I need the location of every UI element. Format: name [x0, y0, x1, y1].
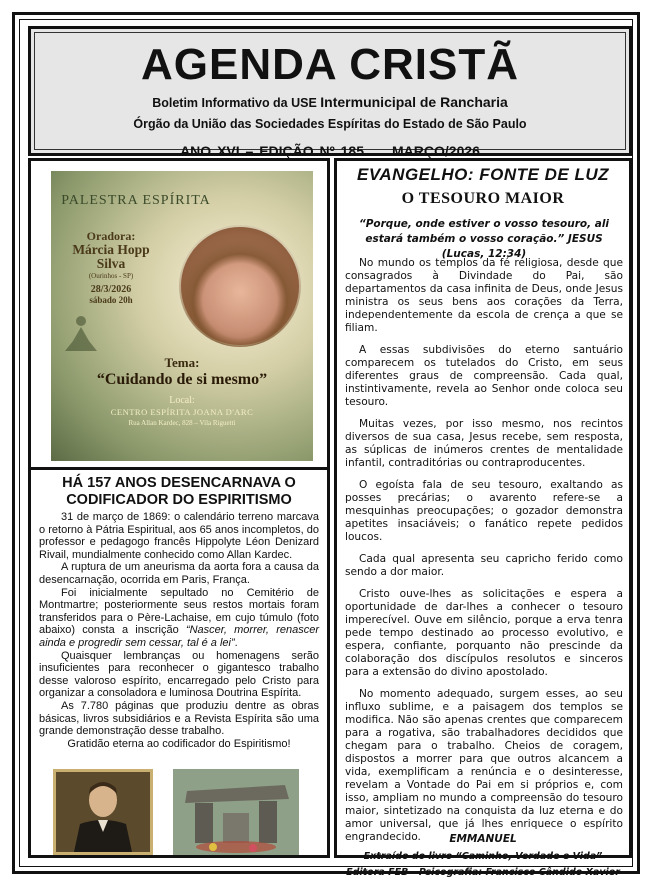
gospel-paragraph: No momento adequado, surgem esses, ao seu influxo sublime, e a paisagem dos templos se modifica. Não são apenas crentes que comparecem para a rogativa, são trabalhadores decididos que chegam para o trabalho. Cheios de coragem, dispostos a morrer para que outros alcancem a vida, exemplificam a renúncia e o desinteresse, revelam a Vontade do Pai em si próprios e, com isso, ampliam no mundo a compreensão do tesouro maior, sintetizado na conquista da luz eterna e do amor universal, que já lhes enriquece o espírito engrandecido. [345, 688, 623, 843]
gospel-paragraph: Cada qual apresenta seu capricho ferido como sendo a dor maior. [345, 553, 623, 578]
kardec-portrait-image [53, 769, 153, 855]
poster-city: (Ourinhos - SP) [88, 272, 134, 280]
article-paragraph: Quaisquer lembranças ou homenagens serão insuficientes para reconhecer o gigantesco trabalho desse valoroso espírito, encarregado pelo Cristo para organizar a consoladora e luminosa Doutrina Espírita. [39, 649, 319, 700]
poster-speaker-line1: Márcia Hopp [72, 242, 150, 257]
article-paragraph: 31 de março de 1869: o calendário terreno marcava o retorno à Pátria Espiritual, aos 65 anos incompletos, do professor e pedagogo francês Hippolyte Léon Denizard Rivail, mundialmente conhecido como Allan Kardec. [39, 511, 319, 561]
kardec-tomb-image [173, 769, 299, 855]
left-column [28, 158, 330, 858]
newsletter-subtitle [35, 95, 625, 111]
speaker-photo-hair [179, 225, 301, 347]
right-column [334, 158, 632, 878]
poster-theme-label: Tema: [164, 355, 200, 370]
gospel-source: Extraído do livro “Caminho, Verdade e Vida” [363, 851, 603, 862]
newsletter-page [12, 12, 640, 878]
article-inscription: “Nascer, morrer, renascer ainda e progredir sem cessar, tal é a lei” [39, 624, 320, 649]
article-paragraph: Gratidão eterna ao codificador do Espiritismo! [67, 737, 291, 750]
poster-date: 28/3/2026 [90, 284, 132, 295]
portrait-figure-icon [56, 772, 150, 852]
article-body [39, 511, 319, 750]
article-paragraph: As 7.780 páginas que produziu dentre as obras básicas, livros subsidiários e a Revista Espírita são uma grande demonstração desse trabalho. [39, 699, 319, 738]
masthead-inner [34, 32, 626, 159]
gospel-paragraph: A essas subdivisões do eterno santuário comparecem os tutelados do Cristo, em seus diferentes graus de compreensão. Cada qual, instintivamente, revela ao Senhor onde coloca seu tesouro. [345, 344, 623, 408]
newsletter-title: AGENDA CRISTÃ [140, 40, 520, 89]
poster-speaker [51, 243, 171, 271]
gospel-publisher: Editora FEB - Psicografia: Francisco Cândido Xavier [346, 867, 620, 878]
lecture-poster [51, 171, 313, 461]
gospel-heading: EVANGELHO: FONTE DE LUZ [356, 165, 609, 184]
gospel-signature: EMMANUEL [449, 833, 517, 845]
edition-number: ANO XVI – EDIÇÃO Nº 185 [180, 143, 365, 159]
gospel-quote: “Porque, onde estiver o vosso tesouro, ali estará também o vosso coração.” JESUS (Lucas, 12:34) [358, 218, 610, 260]
column-divider [31, 467, 327, 470]
gospel-paragraph: Cristo ouve-lhes as solicitações e espera a oportunidade de dar-lhes a conhecer o tesouro imperecível. Ouve em silêncio, porque a erva tenra pede tempo destinado ao processo evolutivo, e espera, confiante, porquanto não prescinde da colaboração dos discípulos resolutos e sinceros para a extensão do divino apostolado. [345, 588, 623, 678]
poster-title: PALESTRA ESPÍRITA [61, 193, 211, 208]
edition-date: MARÇO/2026 [392, 143, 480, 159]
article-paragraph [39, 587, 319, 650]
masthead [28, 26, 632, 159]
meditating-figure-icon [61, 311, 101, 361]
gospel-body [345, 257, 623, 853]
tomb-dolmen-icon [173, 769, 299, 855]
gospel-paragraph: No mundo os templos da fé religiosa, desde que consagrados à Divindade do Pai, são departamentos da casa infinita de Deus, onde Jesus ministra os seus bens aos corações da Terra, independentemente da escola de crença a que se filiam. [345, 257, 623, 334]
subtitle-strong: Intermunicipal de Rancharia [320, 94, 508, 110]
poster-venue-label: Local: [169, 395, 195, 406]
poster-theme: “Cuidando de si mesmo” [96, 371, 268, 388]
article-text: Foi inicialmente sepultado no Cemitério de Montmartre; posteriormente seus restos mortais foram transferidos para o Père-Lachaise, em cujo túmulo (foto abaixo) consta a inscrição [39, 586, 319, 637]
page-inner-frame [19, 19, 633, 878]
poster-time: sábado 20h [89, 295, 133, 305]
poster-venue: CENTRO ESPÍRITA JOANA D'ARC [110, 407, 254, 417]
gospel-subheading: O TESOURO MAIOR [401, 190, 565, 207]
poster-address: Rua Allan Kardec, 828 – Vila Riguetti [128, 419, 236, 427]
gospel-paragraph: Muitas vezes, por isso mesmo, nos recintos diversos de sua casa, Jesus recebe, sem resposta, as súplicas de inúmeros crentes de mentalidade infantil, contraditórias ou contraproducentes. [345, 418, 623, 469]
poster-speaker-label: Oradora: [86, 229, 136, 243]
newsletter-subtitle-2: Órgão da União das Sociedades Espíritas do Estado de São Paulo [133, 117, 527, 131]
subtitle-prefix: Boletim Informativo da USE [152, 96, 321, 110]
article-text: . [234, 636, 238, 649]
edition-line [35, 143, 625, 159]
gospel-paragraph: O egoísta fala de seu tesouro, exaltando as posses precárias; o avarento refere-se a mesquinhas preocupações; o gozador demonstra apetites insaciáveis; o fanático repete pedidos loucos. [345, 479, 623, 543]
article-paragraph: A ruptura de um aneurisma da aorta fora a causa da desencarnação, ocorrida em Paris, França. [39, 561, 319, 586]
article-title: HÁ 157 ANOS DESENCARNAVA O CODIFICADOR DO ESPIRITISMO [62, 475, 296, 508]
poster-speaker-line2: Silva [96, 256, 126, 271]
